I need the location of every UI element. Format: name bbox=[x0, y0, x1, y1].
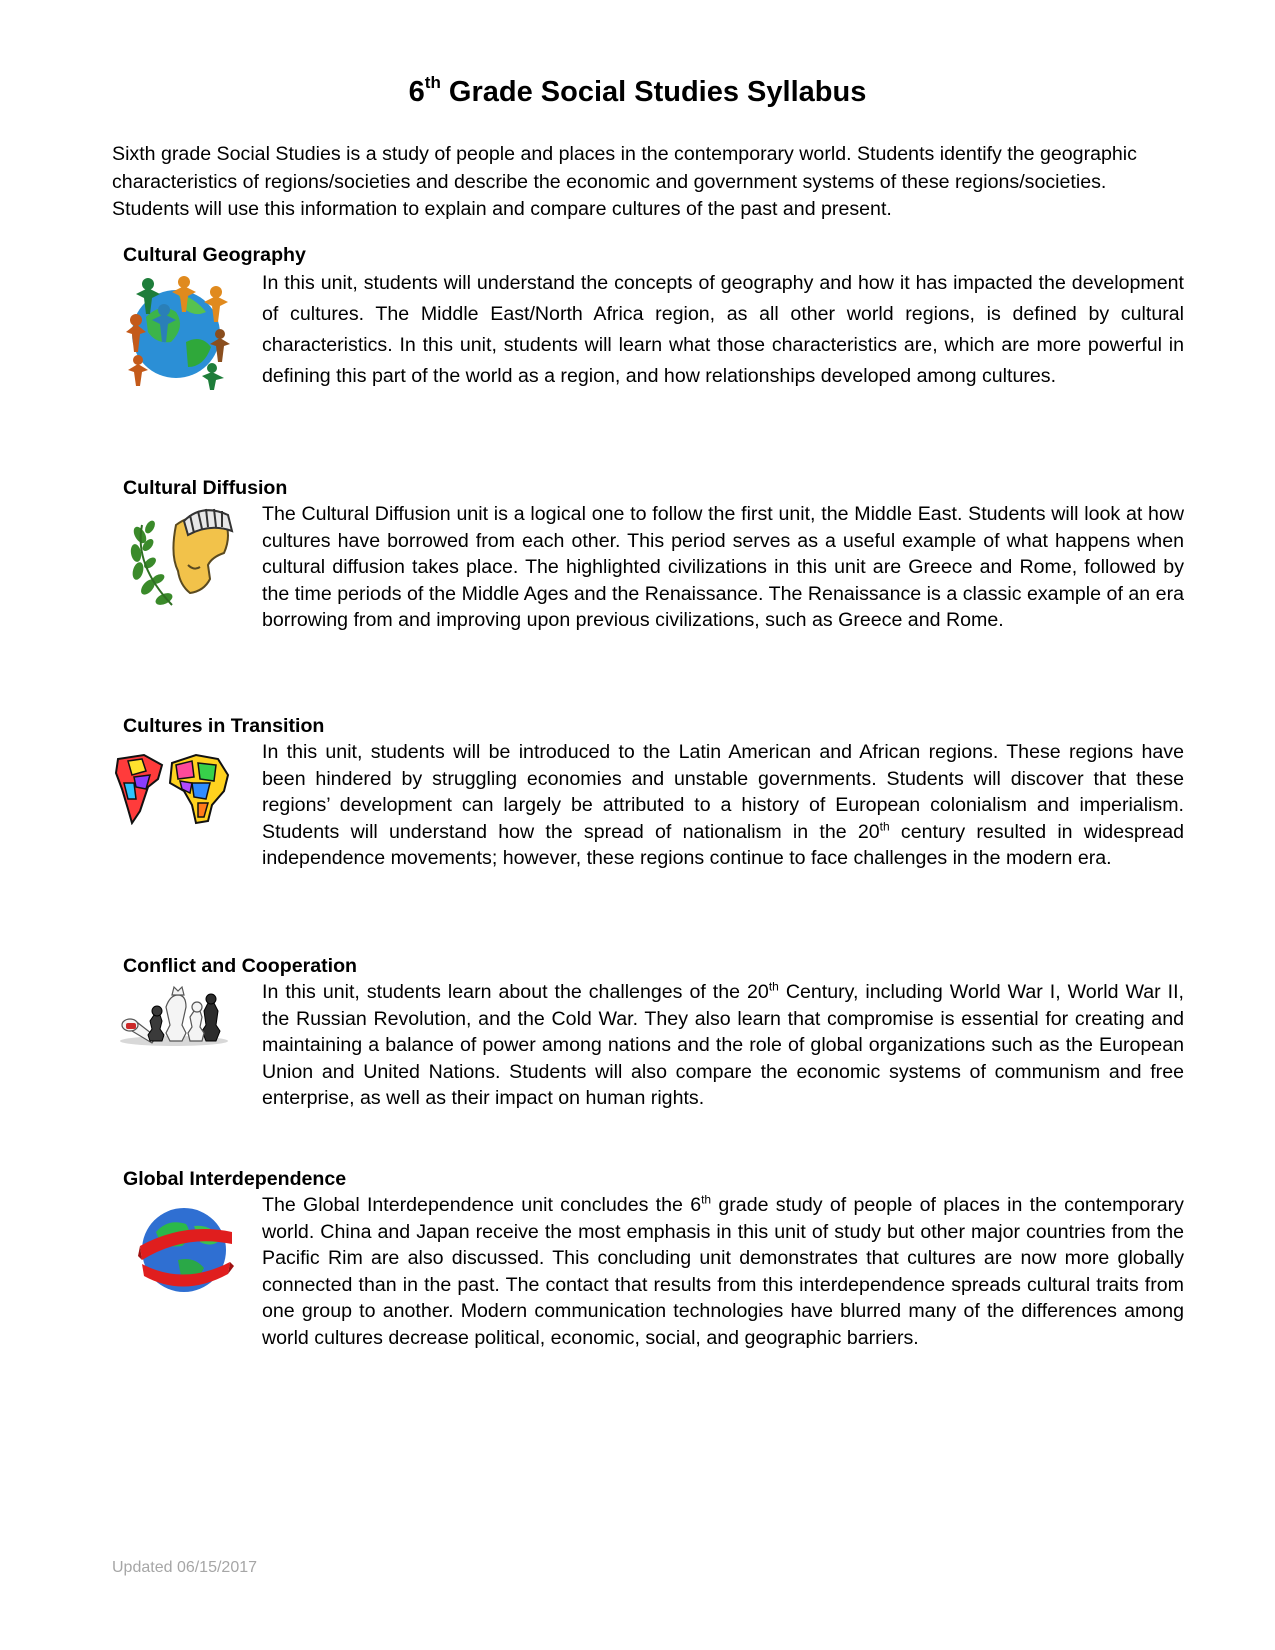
section-heading: Global Interdependence bbox=[123, 1168, 347, 1190]
intro-paragraph: Sixth grade Social Studies is a study of people and places in the contemporary world. Students identify the geographic characteristics of regions/societies and describe the economic and government systems of these regions/societies. Students will use this information to explain and compare cultures of the past and present. bbox=[112, 143, 1137, 220]
updated-date-footer: Updated 06/15/2017 bbox=[112, 1559, 258, 1576]
section-body-part-1: In this unit, students will be introduced to the Latin American and African regions. These regions have been hindered by struggling economies and unstable governments. Students will discover that these regions’ development can largely be attributed to a history of European colonialism and imperialism. Students will understand how the spread of nationalism in the 20 bbox=[262, 741, 1184, 843]
section-body-part-1: In this unit, students learn about the challenges of the 20 bbox=[262, 981, 769, 1003]
ordinal-superscript: th bbox=[768, 979, 779, 994]
section-heading: Cultural Diffusion bbox=[123, 477, 288, 499]
chess-pieces-icon bbox=[116, 981, 232, 1052]
ordinal-superscript: th bbox=[879, 818, 890, 833]
continents-map-icon bbox=[114, 753, 234, 830]
laurel-helmet-icon bbox=[128, 505, 238, 616]
title-number: 6 bbox=[408, 76, 425, 108]
ordinal-superscript: th bbox=[701, 1192, 712, 1207]
section-body bbox=[262, 979, 1184, 1112]
section-heading: Conflict and Cooperation bbox=[123, 955, 358, 977]
page-title bbox=[0, 74, 1275, 110]
section-body: The Cultural Diffusion unit is a logical one to follow the first unit, the Middle East. Students will look at how cultures have borrowed from each other. This period serves as a useful example of what happens when cultural diffusion takes place. The highlighted civilizations in this unit are Greece and Rome, followed by the time periods of the Middle Ages and the Renaissance. The Renaissance is a classic example of an era borrowing from and improving upon previous civilizations, such as Greece and Rome. bbox=[262, 503, 1184, 631]
section-body bbox=[262, 1192, 1184, 1351]
title-superscript: th bbox=[424, 73, 441, 93]
globe-people-icon bbox=[116, 272, 236, 397]
section-body-part-2: century resulted in widespread independence movements; however, these regions continue to face challenges in the modern era. bbox=[262, 820, 1185, 869]
section-body: In this unit, students will understand the concepts of geography and how it has impacted the development of cultures. The Middle East/North Africa region, as all other world regions, is defined by cultural characteristics. In this unit, students will learn what those characteristics are, which are more powerful in defining this part of the world as a region, and how relationships developed among cultures. bbox=[262, 272, 1184, 387]
section-heading: Cultural Geography bbox=[123, 244, 306, 266]
title-text: Grade Social Studies Syllabus bbox=[440, 76, 867, 108]
section-body bbox=[262, 739, 1184, 872]
section-body-part-2: Century, including World War I, World War II, the Russian Revolution, and the Cold War. They also learn that compromise is essential for creating and maintaining a balance of power among nations and the role of global organizations such as the European Union and United Nations. Students will also compare the economic systems of communism and free enterprise, as well as their impact on human rights. bbox=[262, 981, 1184, 1109]
section-body-part-2: grade study of people of places in the contemporary world. China and Japan receive the most emphasis in this unit of study but other major countries from the Pacific Rim are also discussed. This concluding unit demonstrates that cultures are now more globally connected than in the past. The contact that results from this interdependence spreads cultural traits from one group to another. Modern communication technologies have blurred many of the differences among world cultures decrease political, economic, social, and geographic barriers. bbox=[262, 1194, 1184, 1349]
section-body-part-1: The Global Interdependence unit concludes the 6 bbox=[262, 1194, 702, 1216]
section-heading: Cultures in Transition bbox=[123, 715, 325, 737]
globe-ribbon-icon bbox=[138, 1202, 234, 1307]
